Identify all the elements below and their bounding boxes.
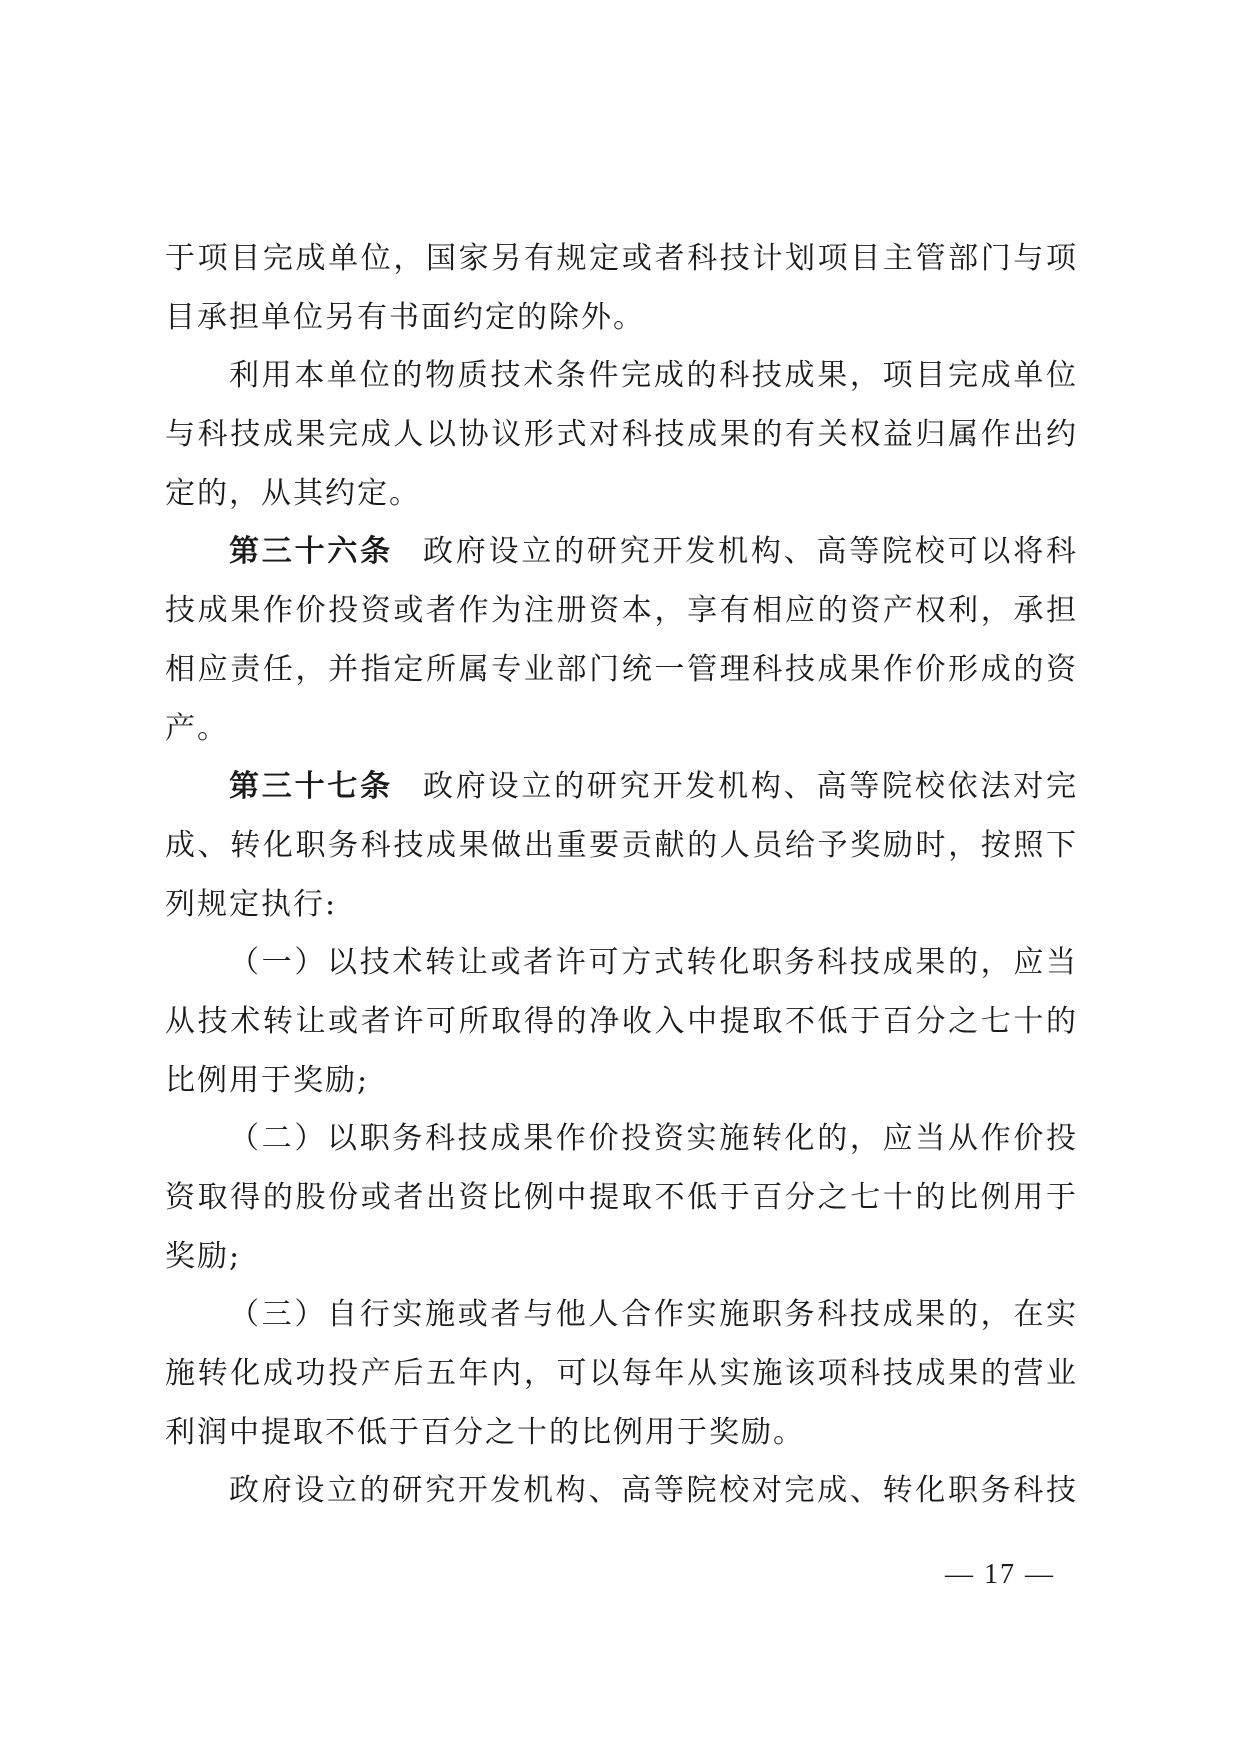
article-text: 政府设立的研究开发机构、高等院校依法对完	[422, 769, 1078, 805]
article-heading: 第三十六条	[229, 534, 393, 570]
article-line	[165, 758, 1078, 817]
article-line	[165, 523, 1078, 582]
text-line: 从技术转让或者许可所取得的净收入中提取不低于百分之七十的	[165, 1003, 1078, 1039]
text-line: 奖励;	[165, 1238, 242, 1274]
text-line: 成、转化职务科技成果做出重要贡献的人员给予奖励时，按照下	[165, 827, 1078, 863]
list-item-line: （一）以技术转让或者许可方式转化职务科技成果的，应当	[229, 945, 1078, 981]
text-line: 技成果作价投资或者作为注册资本，享有相应的资产权利，承担	[165, 593, 1078, 629]
article-heading: 第三十七条	[229, 769, 393, 805]
list-item-line: （三）自行实施或者与他人合作实施职务科技成果的，在实	[229, 1297, 1078, 1333]
text-line: 资取得的股份或者出资比例中提取不低于百分之七十的比例用于	[165, 1180, 1078, 1215]
list-item-line: （二）以职务科技成果作价投资实施转化的，应当从作价投	[229, 1121, 1078, 1157]
text-line: 于项目完成单位，国家另有规定或者科技计划项目主管部门与项	[165, 241, 1078, 276]
text-line: 定的，从其约定。	[165, 475, 421, 511]
article-text: 政府设立的研究开发机构、高等院校可以将科	[422, 534, 1078, 570]
page-number: — 17 —	[945, 1559, 1055, 1590]
text-line: 施转化成功投产后五年内，可以每年从实施该项科技成果的营业	[165, 1356, 1078, 1392]
text-line: 利用本单位的物质技术条件完成的科技成果，项目完成单位	[229, 358, 1078, 394]
text-line: 利润中提取不低于百分之十的比例用于奖励。	[165, 1414, 805, 1450]
text-line: 政府设立的研究开发机构、高等院校对完成、转化职务科技	[229, 1473, 1078, 1509]
text-line: 目承担单位另有书面约定的除外。	[165, 299, 645, 335]
body-text	[165, 230, 1078, 1521]
text-line: 与科技成果完成人以协议形式对科技成果的有关权益归属作出约	[165, 417, 1078, 453]
text-line: 比例用于奖励;	[165, 1062, 370, 1098]
text-line: 列规定执行:	[165, 886, 338, 922]
text-line: 产。	[165, 710, 229, 746]
text-line: 相应责任，并指定所属专业部门统一管理科技成果作价形成的资	[165, 651, 1078, 687]
